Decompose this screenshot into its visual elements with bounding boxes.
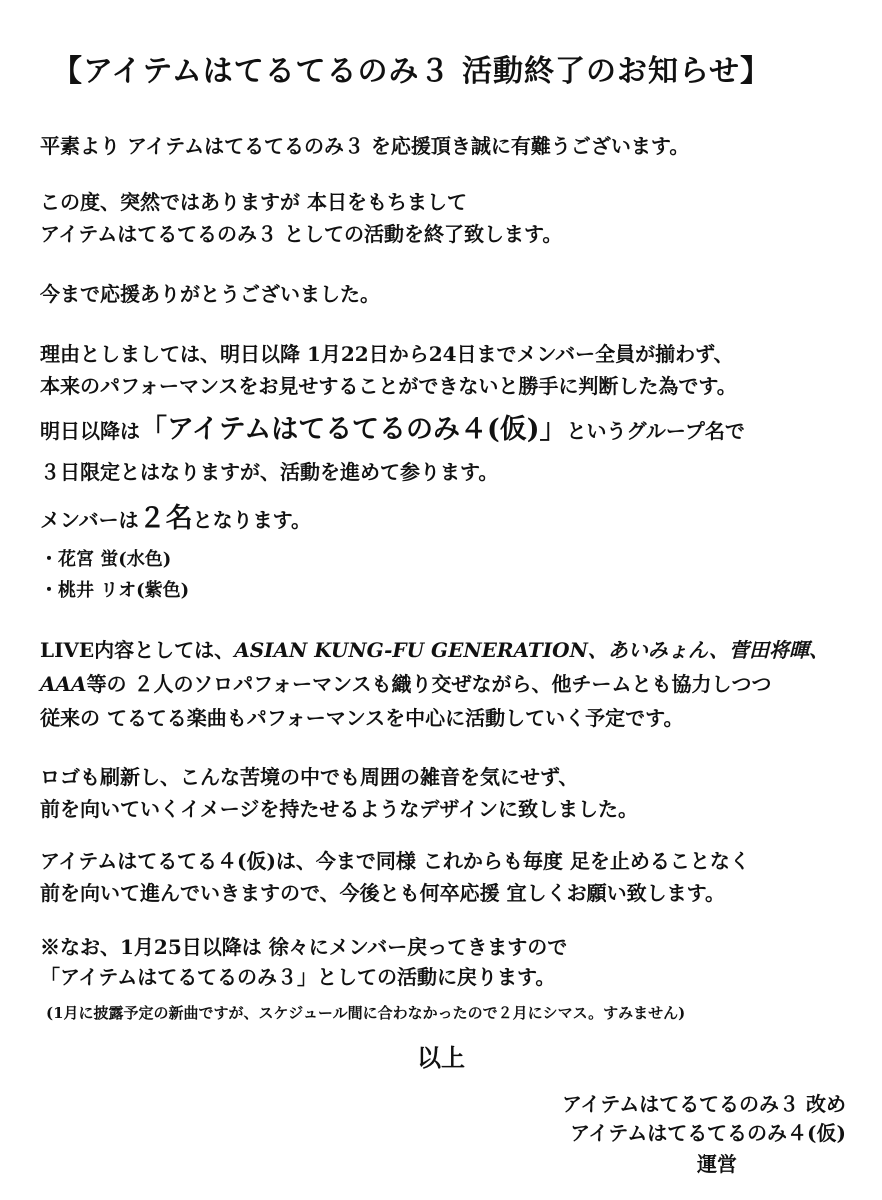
note-line-1: ※なお、1月25日以降は 徐々にメンバー戻ってきますので <box>40 935 568 959</box>
closing-line-2: 前を向いて進んでいきますので、今後とも何卒応援 宜しくお願い致します。 <box>40 881 725 905</box>
new-group-line <box>40 414 745 445</box>
end-notice-line-2: アイテムはてるてるのみ３ としての活動を終了致します。 <box>40 222 563 246</box>
members-count-suffix: となります。 <box>192 508 312 532</box>
end-notice-line-1: この度、突然ではありますが 本日をもちまして <box>40 190 467 214</box>
signature-line-2: アイテムはてるてるのみ４(仮) <box>570 1121 846 1145</box>
member-item: ・桃井 リオ(紫色) <box>40 580 190 601</box>
new-group-prefix: 明日以降は <box>40 419 140 443</box>
new-group-name: 「アイテムはてるてるのみ４(仮)」 <box>140 414 567 445</box>
note-small-text: (1月に披露予定の新曲ですが、スケジュール間に合わなかったので２月にシマス。すみません) <box>46 1004 686 1022</box>
live-line-2 <box>40 671 772 697</box>
live-artist-aaa: AAA <box>40 672 87 696</box>
live-line-1 <box>40 637 829 663</box>
live-line-3: 従来の てるてる楽曲もパフォーマンスを中心に活動していく予定です。 <box>40 706 684 730</box>
greeting-text: 平素より アイテムはてるてるのみ３ を応援頂き誠に有難うございます。 <box>40 134 690 158</box>
members-count-line <box>40 503 312 534</box>
live-prefix: LIVE内容としては、 <box>40 638 235 662</box>
document-title: 【アイテムはてるてるのみ３ 活動終了のお知らせ】 <box>52 54 772 89</box>
closing-line-1: アイテムはてるてる４(仮)は、今まで同様 これからも毎度 足を止めることなく <box>40 849 750 873</box>
logo-line-1: ロゴも刷新し、こんな苦境の中でも周囲の雑音を気にせず、 <box>40 765 579 789</box>
reason-line-1: 理由としましては、明日以降 1月22日から24日までメンバー全員が揃わず、 <box>40 342 734 366</box>
logo-line-2: 前を向いていくイメージを持たせるようなデザインに致しました。 <box>40 797 638 821</box>
limited-text: ３日限定とはなりますが、活動を進めて参ります。 <box>40 460 499 484</box>
end-mark: 以上 <box>417 1043 465 1072</box>
signature-line-3: 運営 <box>697 1152 737 1176</box>
members-count: ２名 <box>138 503 193 534</box>
member-item: ・花宮 蛍(水色) <box>40 549 172 570</box>
live-artists: ASIAN KUNG-FU GENERATION、あいみょん、菅田将暉、 <box>234 638 830 662</box>
live-line-2-text: 等の ２人のソロパフォーマンスも織り交ぜながら、他チームとも協力しつつ <box>86 672 772 696</box>
note-line-2: 「アイテムはてるてるのみ３」としての活動に戻ります。 <box>40 965 556 989</box>
thanks-text: 今まで応援ありがとうございました。 <box>40 282 380 306</box>
signature-line-1: アイテムはてるてるのみ３ 改め <box>562 1092 846 1116</box>
members-count-prefix: メンバーは <box>40 508 139 532</box>
reason-line-2: 本来のパフォーマンスをお見せすることができないと勝手に判断した為です。 <box>40 374 737 398</box>
new-group-suffix: というグループ名で <box>566 419 745 443</box>
